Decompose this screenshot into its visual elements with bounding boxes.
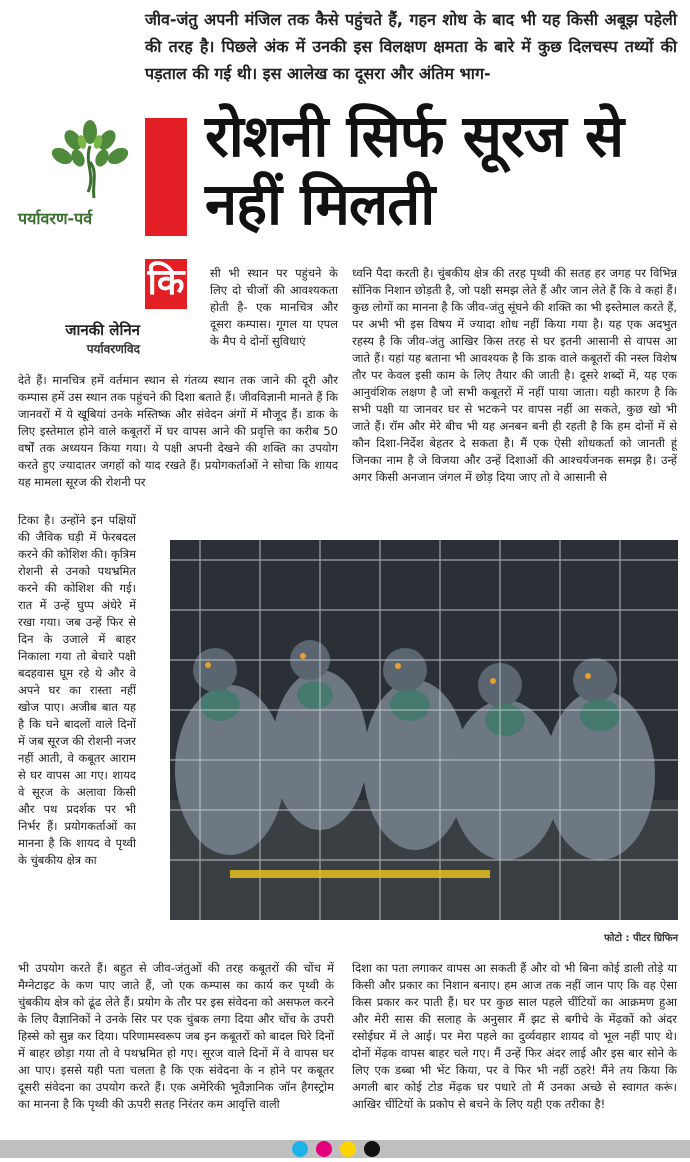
headline-accent-bar <box>145 118 187 236</box>
body-text-col2-b: दिशा का पता लगाकर वापस आ सकती हैं और वो भी बिना कोई डाली तोड़े या किसी और प्रकार का निशान बनाए। हम आज तक नहीं जान पाए कि वह ऐसा किस प्रकार कर पाती हैं। घर पर कुछ साल पहले चींटियों का आक्रमण हुआ और मेरी सास की सलाह के अनुसार मैं झट से बगीचे के मेंढ़कों को अंदर रसोईघर में ले आई। पर मेरा पहले का दुर्व्यवहार शायद वो भूल नहीं पाए थे। दोनों मेंढ़क वापस बाहर चले गए। मैं उन्हें फिर अंदर लाई और इस बार सोने के लिए एक डब्बा भी भेंट किया, पर वे फिर भी नहीं ठहरे! मैंने तय किया कि अगली बार कोई टोड मेंढ़क घर पधारे तो मैं उनका अच्छे से स्वागत करूं। आखिर चींटियों के प्रकोप से बचने के लिए यही एक तरीका है! <box>352 961 677 1111</box>
headline: रोशनी सिर्फ सूरज से नहीं मिलती <box>205 102 624 238</box>
author-name: जानकी लेनिन <box>65 321 140 339</box>
body-text-col1-d: भी उपयोग करते हैं। बहुत से जीव-जंतुओं की तरह कबूतरों की चोंच में मैग्नेटाइट के कण पाए जाते हैं, जो एक कम्पास का कार्य कर पृथ्वी के चुंबकीय क्षेत्र को ढूंढ लेते हैं। प्रयोग के तौर पर इस संवेदना को असफल करने के लिए वैज्ञानिकों ने उनके सिर पर एक चुंबक लगा दिया और चोंच के उपरी हिस्से को सुन्न कर दिया। परिणामस्वरूप जब इन कबूतरों को बादल घिरे दिनों में बाहर छोड़ा गया तो वे पथभ्रमित हो गए। सूरज वाले दिनों में वे वापस घर आ पाए। इससे यही पता चलता है कि एक संवेदना के न होने पर कबूतर दूसरी संवेदना का उपयोग करते हैं। एक अमेरिकी भूवैज्ञानिक जॉन हैगस्ट्रोम का मानना है कि पृथ्वी की ऊपरी सतह निरंतर कम आवृत्ति वाली <box>18 961 334 1111</box>
body-text-col1-a: सी भी स्थान पर पहुंचने के लिए दो चीजों की आवश्यकता होती है- एक मानचित्र और दूसरा कम्पास। गूगल या एपल के मैप ये दोनों सुविधाएं <box>210 266 338 348</box>
registration-black-dot <box>364 1141 380 1157</box>
intro-deck: जीव-जंतु अपनी मंजिल तक कैसे पहुंचते हैं, गहन शोध के बाद भी यह किसी अबूझ पहेली की तरह है। पिछले अंक में उनकी इस विलक्षण क्षमता के बारे में कुछ दिलचस्प तथ्यों की पड़ताल की गई थी। इस आलेख का दूसरा और अंतिम भाग- <box>145 10 677 83</box>
tree-logo-icon <box>40 112 140 212</box>
body-text-col2-a: ध्वनि पैदा करती है। चुंबकीय क्षेत्र की तरह पृथ्वी की सतह हर जगह पर विभिन्न सॉनिक निशान छोड़ती है, जो पक्षी समझ लेते हैं और जान लेते हैं कि वे कहां हैं। कुछ लोगों का मानना है कि जीव-जंतु सूंघने की शक्ति का भी इस्तेमाल करते हैं, पर अभी भी इस विषय में ज्यादा शोध नहीं किया गया है। यह एक अदभुत रहस्य है कि जीव-जंतु आखिर किस तरह से घर इतनी आसानी से वापस आ जाते हैं। यहां यह बताना भी आवश्यक है कि डाक वाले कबूतरों की नस्ल विशेष तौर पर केवल इसी काम के लिए तैयार की जाती है। दूसरे शब्दों में, यह एक आनुवंशिक लक्षण है जो सभी कबूतरों में नहीं पाया जाता। यही कारण है कि सभी पक्षी या जानवर घर से भटकने पर वापस नहीं आ सकते, कुछ खो भी जाते हैं। रॉम और मेरे बीच भी यह अनबन बनी ही रहती है कि हम दोनों में से कौन दिशा-निर्देश बेहतर दे सकता है। मैं एक ऐसी शोधकर्ता को जानती हूं जिनका नाम है जे विजया और उन्हें दिशाओं की आश्चर्यजनक समझ है। उन्हें अगर किसी अनजान जंगल में छोड़ दिया जाए तो वे आसानी से <box>352 266 677 484</box>
registration-yellow-dot <box>340 1141 356 1157</box>
section-label: पर्यावरण-पर्व <box>18 209 93 228</box>
pigeons-in-cage-photo <box>170 540 678 920</box>
author-title: पर्यावरणविद <box>86 342 140 356</box>
drop-cap: कि <box>145 259 187 309</box>
body-text-col1-c: टिका है। उन्होंने इन पक्षियों की जैविक घड़ी में फेरबदल करने की कोशिश की। कृत्रिम रोशनी से उनको पथभ्रमित करने की कोशिश की गई। रात में उन्हें घुप्प अंधेरे में रखा गया। जब उन्हें फिर से दिन के उजाले में बाहर निकाला गया तो बेचारे पक्षी बदहवास घूम रहे थे और वे अपने घर का रास्ता नहीं खोज पाए। अजीब बात यह है कि घने बादलों वाले दिनों में जब सूरज की रोशनी नजर नहीं आती, वे कबूतर आराम से घर वापस आ गए। शायद वे सूरज के अलावा किसी और पथ प्रदर्शक पर भी निर्भर हैं। प्रयोगकर्ताओं का मानना है कि शायद वे पृथ्वी के चुंबकीय क्षेत्र का <box>18 513 136 867</box>
body-text-col1-b: देते हैं। मानचित्र हमें वर्तमान स्थान से गंतव्य स्थान तक जाने की दूरी और कम्पास हमें उस स्थान तक पहुंचने की दिशा बताते हैं। जीवविज्ञानी मानते हैं कि जानवरों में ये खूबियां उनके मस्तिष्क और संवेदन अंगों में मौजूद हैं। डाक के लिए इस्तेमाल होने वाले कबूतरों में घर वापस आने की प्रवृत्ति का करीब 50 वर्षों तक अध्ययन किया गया। ये पक्षी अपनी देखने की शक्ति का उपयोग करते हुए ज्यादातर जगहों को याद रखते हैं। प्रयोगकर्ताओं ने सोचा कि शायद यह मामला सूरज की रोशनी पर <box>18 373 338 489</box>
registration-cyan-dot <box>292 1141 308 1157</box>
registration-magenta-dot <box>316 1141 332 1157</box>
photo-credit: फोटो : पीटर ग्रिफिन <box>604 933 678 944</box>
